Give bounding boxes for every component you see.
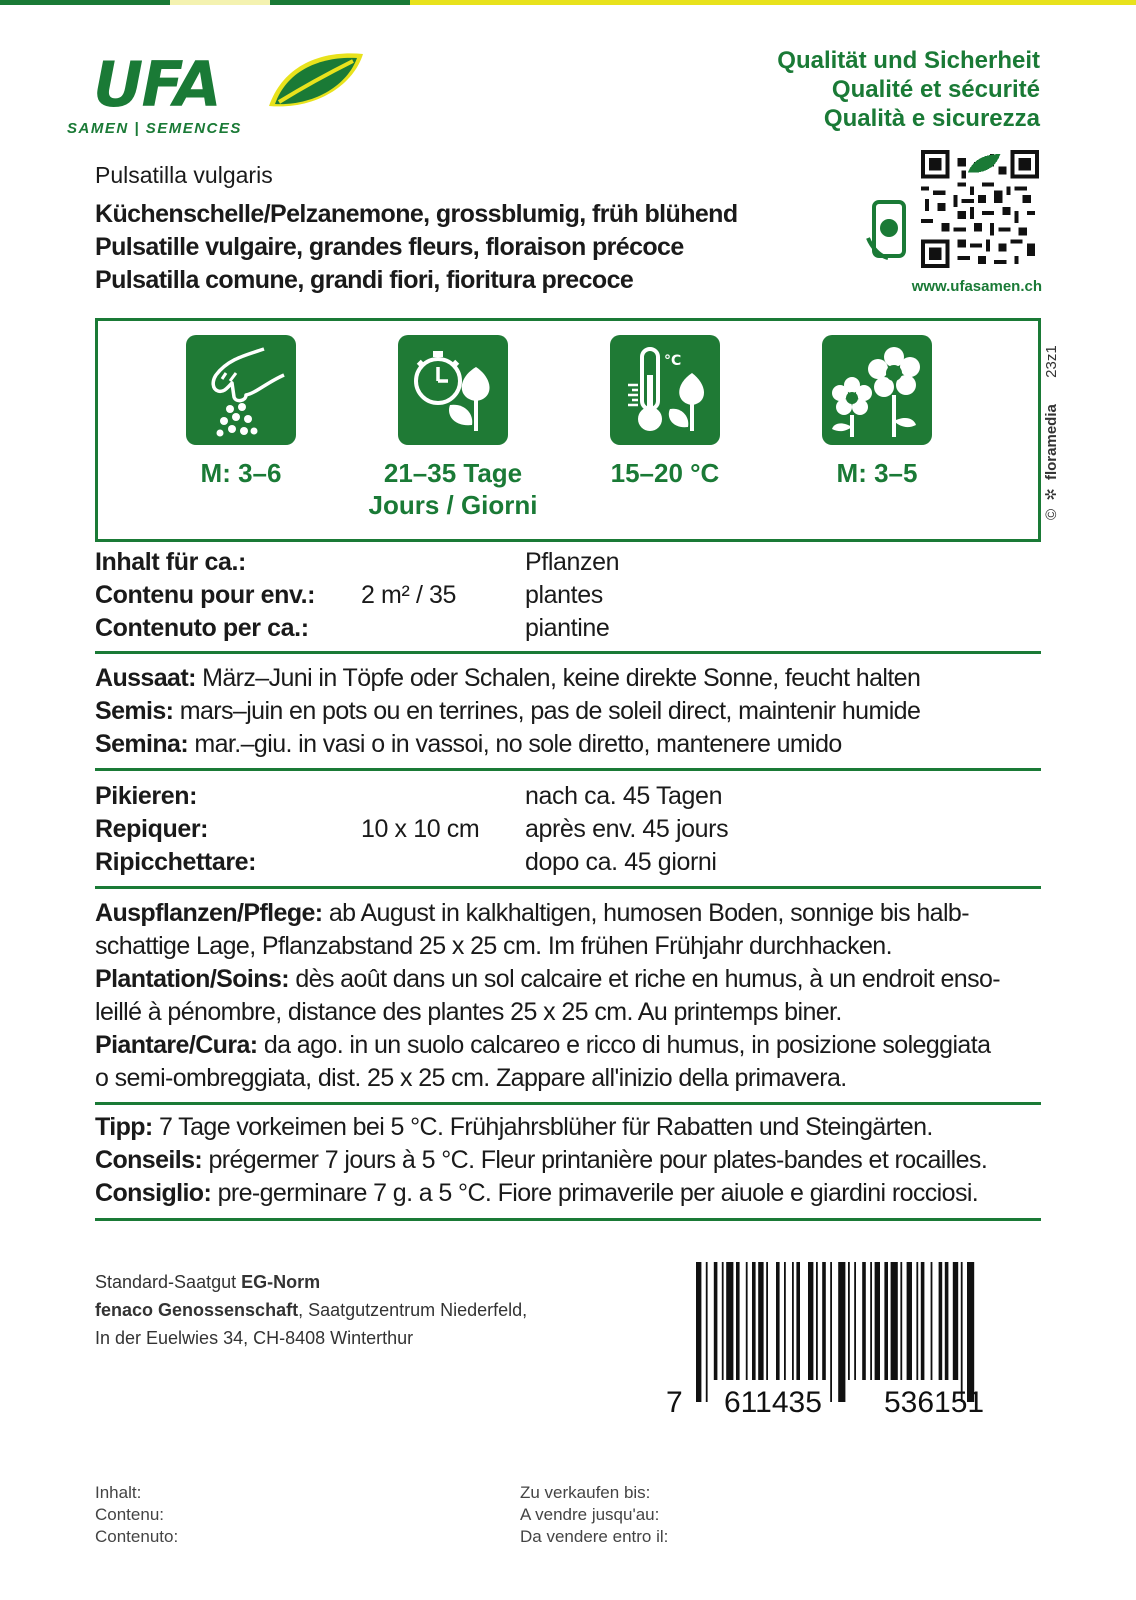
quality-de: Qualität und Sicherheit: [777, 47, 1040, 74]
tip-text-fr: prégermer 7 jours à 5 °C. Fleur printanière pour plates-bandes et rocailles.: [202, 1146, 988, 1174]
planting-label-fr: Plantation/Soins:: [95, 965, 289, 993]
sowing-text-it: mar.–giu. in vasi o in vassoi, no sole diretto, mantenere umido: [188, 730, 842, 758]
planting-line: [95, 963, 1041, 996]
top-accent-bar: [0, 0, 1136, 5]
content-unit-de: Pflanzen: [525, 548, 620, 576]
sowing-months-label: M: 3–6: [200, 458, 282, 488]
common-names: [95, 198, 738, 297]
temperature-label: 15–20 °C: [610, 458, 720, 488]
quality-fr: Qualité et sécurité: [831, 76, 1040, 103]
planting-text: ab August in kalkhaltigen, humosen Boden, sonnige bis halb-: [322, 899, 969, 927]
sowing-it: [95, 728, 1041, 761]
content-section: [95, 546, 1041, 646]
seed-norm: EG-Norm: [241, 1272, 321, 1292]
divider: [95, 886, 1041, 889]
thermometer-sprout-icon: [610, 335, 720, 445]
planting-line: [95, 897, 1041, 930]
sell-by-label-it: Da vendere entro il:: [520, 1527, 669, 1546]
content-label-it: Contenuto per ca.:: [95, 614, 309, 642]
planting-label-de: Auspflanzen/Pflege:: [95, 899, 323, 927]
planting-text: schattige Lage, Pflanzabstand 25 x 25 cm. Im frühen Frühjahr durchhacken.: [95, 932, 892, 960]
planting-line: [95, 930, 1041, 963]
content-unit-fr: plantes: [525, 581, 603, 609]
svg-text:°C: °C: [664, 353, 682, 369]
name-fr: Pulsatille vulgaire, grandes fleurs, floraison précoce: [95, 233, 684, 261]
species-name: Pulsatilla vulgaris: [95, 162, 273, 188]
floramedia-logo-icon: ✲: [1043, 488, 1060, 501]
sowing-section: [95, 662, 1041, 761]
flowers-icon: [822, 335, 932, 445]
sowing-de: [95, 662, 1041, 695]
sell-by-field: [520, 1482, 668, 1548]
pricking-timing: [525, 780, 728, 879]
sowing-label-it: Semina:: [95, 730, 189, 758]
planting-line: [95, 1062, 1041, 1095]
company-rest: , Saatgutzentrum Niederfeld,: [298, 1300, 528, 1320]
tips-section: [95, 1111, 1041, 1210]
quality-slogans: [777, 46, 1040, 133]
divider: [95, 768, 1041, 771]
sell-by-label-fr: A vendre jusqu'au:: [520, 1505, 660, 1524]
logo-wordmark: UFA: [93, 48, 220, 121]
tip-label-fr: Conseils:: [95, 1146, 203, 1174]
content-labels: [95, 546, 315, 645]
phone-scan-icon: [866, 198, 914, 262]
sell-by-label-de: Zu verkaufen bis:: [520, 1483, 651, 1502]
planting-text: o semi-ombreggiata, dist. 25 x 25 cm. Zappare all'inizio della primavera.: [95, 1064, 847, 1092]
planting-text: dès août dans un sol calcaire et riche en humus, à un endroit enso-: [288, 965, 1001, 993]
tip-text-it: pre-germinare 7 g. a 5 °C. Fiore primaverile per aiuole e giardini rocciosi.: [211, 1179, 979, 1207]
tip-de: [95, 1111, 1041, 1144]
ufa-logo: [65, 40, 365, 140]
contents-label-de: Inhalt:: [95, 1483, 142, 1502]
stopwatch-sprout-icon: [398, 335, 508, 445]
contents-label-fr: Contenu:: [95, 1505, 164, 1524]
content-value: 2 m² / 35: [361, 581, 457, 609]
sowing-fr: [95, 695, 1041, 728]
pricking-timing-fr: après env. 45 jours: [525, 815, 729, 843]
pricking-label-fr: Repiquer:: [95, 815, 209, 843]
producer-company: [95, 1296, 527, 1324]
divider: [95, 1102, 1041, 1105]
contents-field: [95, 1482, 178, 1548]
qr-code-icon[interactable]: [921, 150, 1039, 268]
printer-name: floramedia: [1043, 404, 1060, 481]
germination-days-fr-it: Jours / Giorni: [368, 490, 538, 520]
website-url[interactable]: www.ufasamen.ch: [911, 278, 1042, 295]
planting-section: [95, 897, 1041, 1095]
printer-credit: [1042, 345, 1060, 520]
germination-days-de: 21–35 Tage: [383, 458, 523, 488]
growing-icons-box: [95, 318, 1041, 542]
pricking-labels: [95, 780, 256, 879]
tip-fr: [95, 1144, 1041, 1177]
leaf-logo-icon: [265, 46, 365, 112]
logo-tagline: SAMEN | SEMENCES: [67, 120, 242, 137]
seed-standard-text: Standard-Saatgut: [95, 1272, 242, 1292]
seed-standard: [95, 1268, 527, 1296]
planting-text: leillé à pénombre, distance des plantes 25 x 25 cm. Au printemps biner.: [95, 998, 842, 1026]
sowing-text-fr: mars–juin en pots ou en terrines, pas de soleil direct, maintenir humide: [173, 697, 921, 725]
planting-line: [95, 1029, 1041, 1062]
pricking-label-it: Ripicchettare:: [95, 848, 257, 876]
print-code: 23z1: [1043, 345, 1060, 378]
barcode-group-left: 611435: [724, 1386, 822, 1419]
qr-block: [866, 148, 1042, 298]
icon-cell-germination: [358, 335, 548, 521]
icon-cell-temperature: [570, 335, 760, 489]
producer-address: In der Euelwies 34, CH-8408 Winterthur: [95, 1328, 414, 1348]
company-name: fenaco Genossenschaft: [95, 1300, 299, 1320]
sowing-label-fr: Semis:: [95, 697, 174, 725]
barcode-group-right: 536151: [884, 1386, 985, 1419]
divider: [95, 1218, 1041, 1221]
pricking-timing-it: dopo ca. 45 giorni: [525, 848, 717, 876]
pricking-spacing: 10 x 10 cm: [361, 815, 480, 843]
icon-cell-sowing: [146, 335, 336, 489]
sowing-label-de: Aussaat:: [95, 664, 196, 692]
quality-it: Qualità e sicurezza: [823, 105, 1040, 132]
divider: [95, 651, 1041, 654]
barcode-digit-first: 7: [666, 1386, 683, 1419]
planting-text: da ago. in un suolo calcareo e ricco di humus, in posizione soleggiata: [257, 1031, 991, 1059]
tip-label-it: Consiglio:: [95, 1179, 212, 1207]
planting-label-it: Piantare/Cura:: [95, 1031, 258, 1059]
name-it: Pulsatilla comune, grandi fiori, fioritura precoce: [95, 266, 634, 294]
producer-info: [95, 1268, 527, 1352]
contents-label-it: Contenuto:: [95, 1527, 179, 1546]
pricking-section: [95, 780, 1041, 880]
barcode-icon: [666, 1262, 1046, 1452]
name-de: Küchenschelle/Pelzanemone, grossblumig, früh blühend: [95, 200, 738, 228]
icon-cell-flowering: [782, 335, 972, 489]
copyright-mark: ©: [1043, 508, 1060, 520]
tip-text-de: 7 Tage vorkeimen bei 5 °C. Frühjahrsblüher für Rabatten und Steingärten.: [152, 1113, 933, 1141]
sowing-hand-icon: [186, 335, 296, 445]
content-units: [525, 546, 619, 645]
germination-days-label: [358, 457, 548, 521]
tip-it: [95, 1177, 1041, 1210]
sowing-text-de: März–Juni in Töpfe oder Schalen, keine direkte Sonne, feucht halten: [195, 664, 921, 692]
content-unit-it: piantine: [525, 614, 610, 642]
tip-label-de: Tipp:: [95, 1113, 153, 1141]
pricking-label-de: Pikieren:: [95, 782, 198, 810]
content-label-de: Inhalt für ca.:: [95, 548, 246, 576]
pricking-timing-de: nach ca. 45 Tagen: [525, 782, 723, 810]
planting-line: [95, 996, 1041, 1029]
flowering-months-label: M: 3–5: [836, 458, 918, 488]
content-label-fr: Contenu pour env.:: [95, 581, 316, 609]
